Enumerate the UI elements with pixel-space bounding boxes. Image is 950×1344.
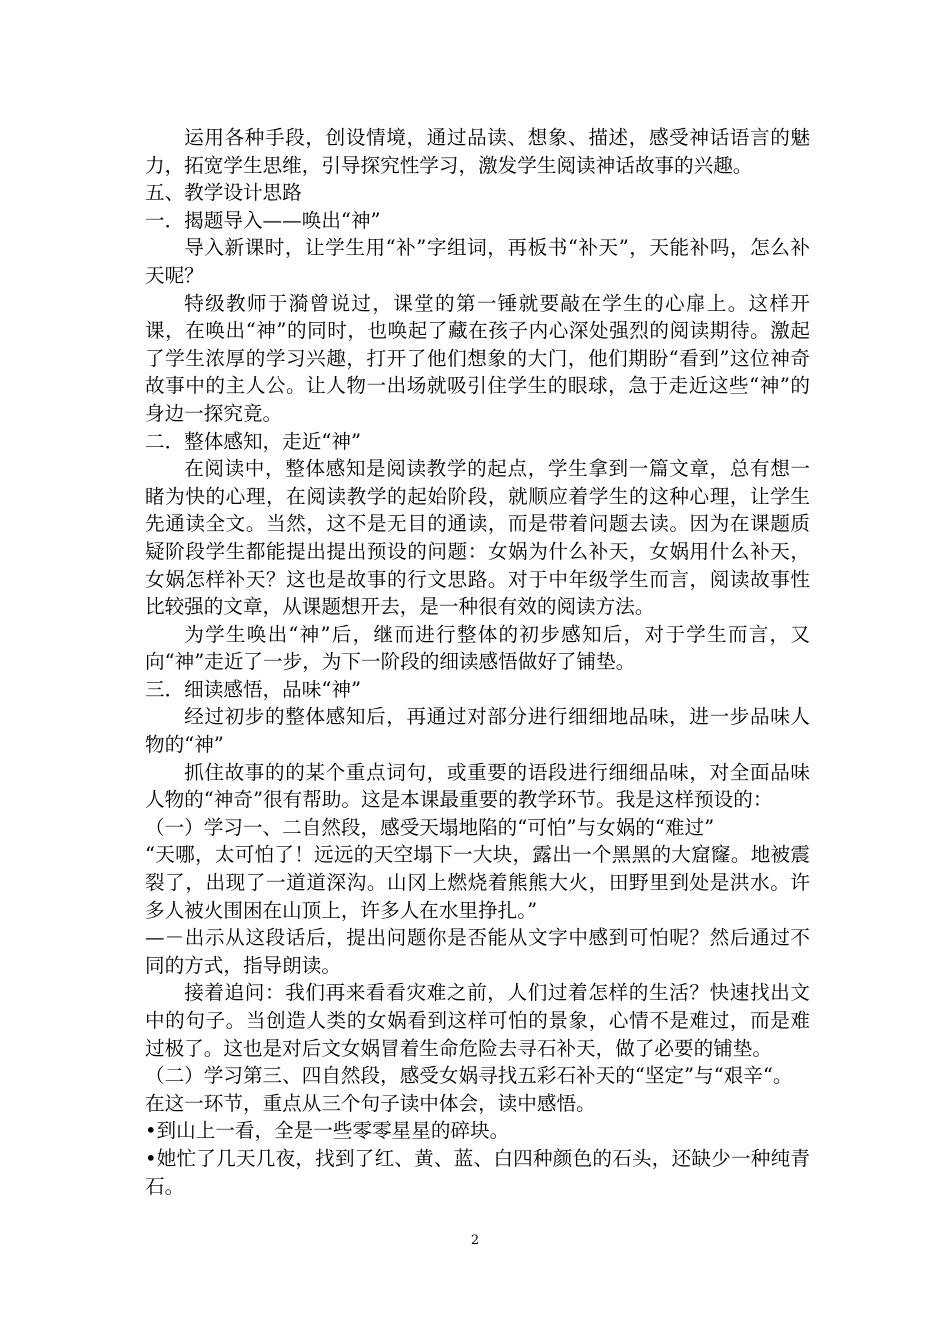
subheading-part-one: （一）学习一、二自然段，感受天塌地陷的“可怕”与女娲的“难过” xyxy=(145,815,715,839)
paragraph-approach-god: 为学生唤出“神”后，继而进行整体的初步感知后，对于学生而言，又向“神”走近了一步，为下一阶段的细读感悟做好了铺垫。 xyxy=(145,622,810,674)
paragraph-key-sentences: 抓住故事的的某个重点词句，或重要的语段进行细细品味，对全面品味人物的“神奇”很有帮助。这是本课最重要的教学环节。我是这样预设的： xyxy=(145,760,810,812)
subheading-overall-perception: 二．整体感知，走近“神” xyxy=(145,429,361,453)
paragraph-three-sentences: 在这一环节，重点从三个句子读中体会，读中感悟。 xyxy=(145,1091,596,1115)
bullet-item: •她忙了几天几夜，找到了红、黄、蓝、白四种颜色的石头，还缺少一种纯青石。 xyxy=(145,1146,810,1198)
subheading-close-reading: 三．细读感悟，品味“神” xyxy=(145,677,361,701)
bullet-item: •到山上一看，全是一些零零星星的碎块。 xyxy=(145,1119,510,1143)
document-body xyxy=(145,124,810,1200)
paragraph-follow-up: 接着追问：我们再来看看灾难之前，人们过着怎样的生活？快速找出文中的句子。当创造人类的女娲看到这样可怕的景象，心情不是难过，而是难过极了。这也是对后文女娲冒着生命危险去寻石补天，做了必要的铺垫。 xyxy=(145,981,810,1060)
quote-disaster: “天哪，太可怕了！远远的天空塌下一大块，露出一个黑黑的大窟窿。地被震裂了，出现了一道道深沟。山冈上燃烧着熊熊大火，田野里到处是洪水。许多人被火围困在山顶上，许多人在水里挣扎。” xyxy=(145,843,810,922)
paragraph-overall-perception: 在阅读中，整体感知是阅读教学的起点，学生拿到一篇文章，总有想一睹为快的心理，在阅读教学的起始阶段，就顺应着学生的这种心理，让学生先通读全文。当然，这不是无目的通读，而是带着问题去读。因为在课题质疑阶段学生都能提出提出预设的问题：女娲为什么补天，女娲用什么补天，女娲怎样补天？这也是故事的行文思路。对于中年级学生而言，阅读故事性比较强的文章，从课题想开去，是一种很有效的阅读方法。 xyxy=(145,457,810,619)
subheading-part-two: （二）学习第三、四自然段，感受女娲寻找五彩石补天的“坚定”与“艰辛“。 xyxy=(145,1064,793,1088)
paragraph-teaching-methods: 运用各种手段，创设情境，通过品读、想象、描述，感受神话语言的魅力，拓宽学生思维，引导探究性学习，激发学生阅读神话故事的兴趣。 xyxy=(145,126,810,177)
paragraph-introduction: 导入新课时，让学生用“补”字组词，再板书“补天”，天能补吗，怎么补天呢？ xyxy=(145,236,810,287)
section-heading-design-ideas: 五、教学设计思路 xyxy=(145,181,302,205)
page-number: 2 xyxy=(470,1233,480,1248)
paragraph-reading-guidance: —－出示从这段话后，提出问题你是否能从文字中感到可怕呢？然后通过不同的方式，指导朗读。 xyxy=(145,926,810,977)
paragraph-close-reading: 经过初步的整体感知后，再通过对部分进行细细地品味，进一步品味人物的“神” xyxy=(145,705,810,757)
subheading-introduction: 一．揭题导入——唤出“神” xyxy=(145,208,381,232)
paragraph-yu-yi-quote: 特级教师于漪曾说过，课堂的第一锤就要敲在学生的心扉上。这样开课，在唤出“神”的同时，也唤起了藏在孩子内心深处强烈的阅读期待。激起了学生浓厚的学习兴趣，打开了他们想象的大门，他们期盼“看到”这位神奇故事中的主人公。让人物一出场就吸引住学生的眼球，急于走近这些“神”的身边一探究竟。 xyxy=(145,291,810,425)
